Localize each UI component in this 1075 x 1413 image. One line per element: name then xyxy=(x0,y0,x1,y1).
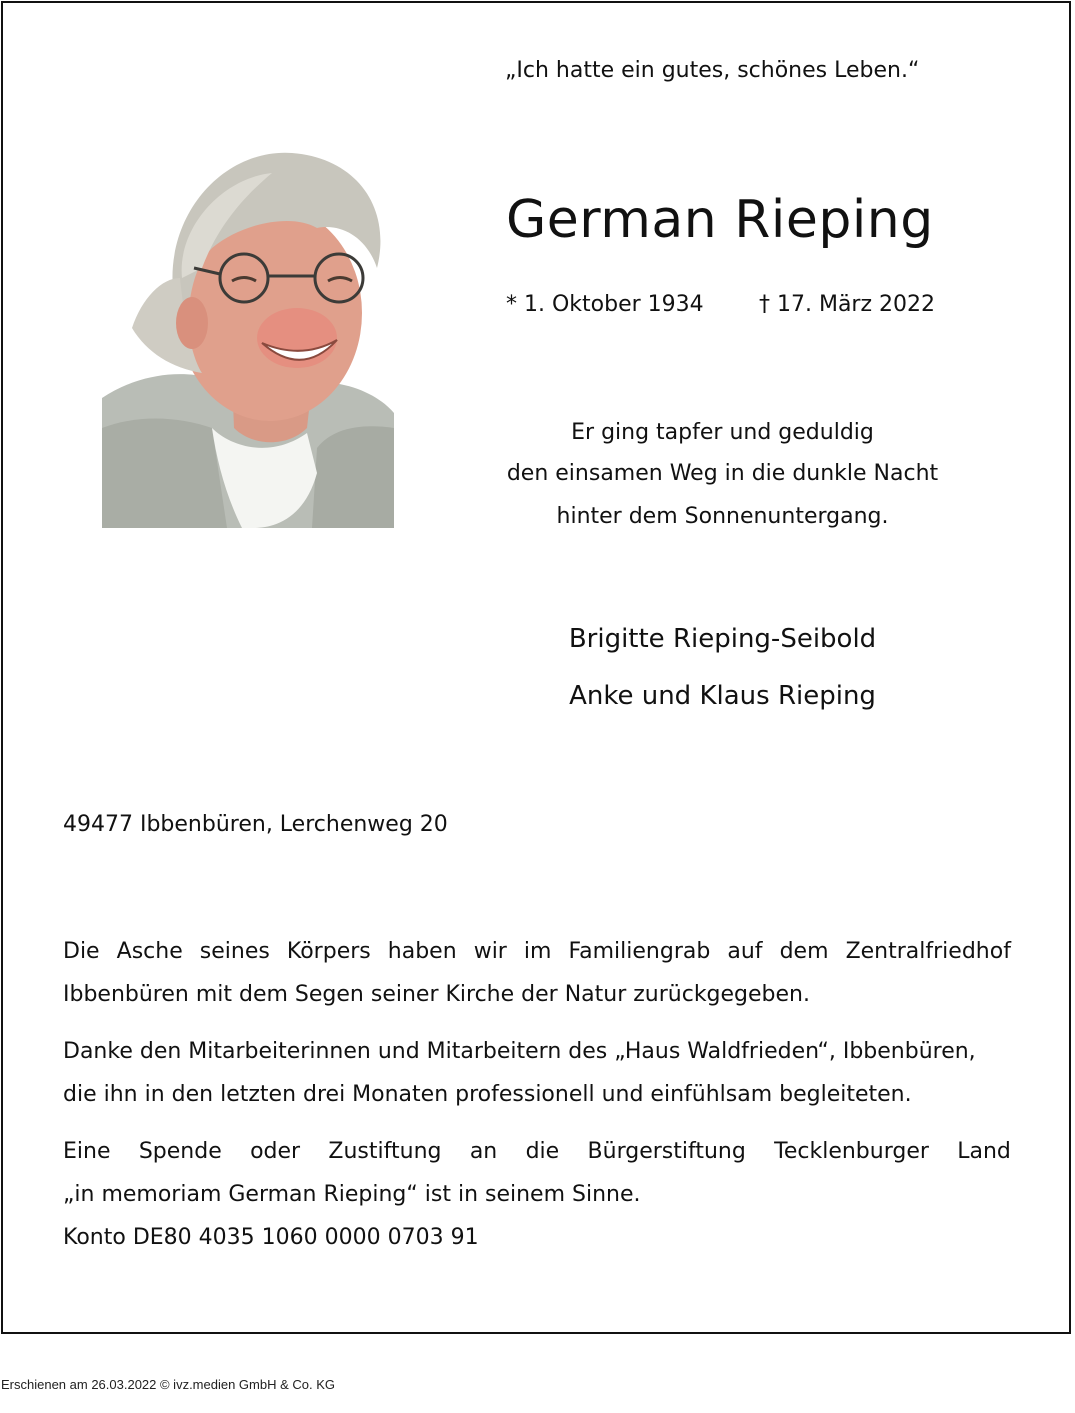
justified-line xyxy=(63,930,1011,973)
donation-paragraph xyxy=(63,1130,1011,1259)
word: Familiengrab xyxy=(568,939,711,964)
bank-account: Konto DE80 4035 1060 0000 0703 91 xyxy=(63,1225,479,1250)
motto-quote: „Ich hatte ein gutes, schönes Leben.“ xyxy=(505,58,920,83)
word: die xyxy=(525,1139,560,1164)
deceased-name: German Rieping xyxy=(506,190,934,250)
word: seines xyxy=(199,939,270,964)
poem-line: hinter dem Sonnenuntergang. xyxy=(556,504,889,529)
word: Tecklenburger xyxy=(774,1139,929,1164)
word: wir xyxy=(473,939,507,964)
word: Zentralfriedhof xyxy=(845,939,1011,964)
burial-paragraph xyxy=(63,930,1011,1016)
word: Bürgerstiftung xyxy=(587,1139,746,1164)
word: an xyxy=(469,1139,498,1164)
word: im xyxy=(523,939,552,964)
mourner-name: Brigitte Rieping-Seibold xyxy=(568,624,877,654)
paragraph-line: Ibbenbüren mit dem Segen seiner Kirche der Natur zurückgegeben. xyxy=(63,982,810,1007)
word: dem xyxy=(779,939,829,964)
word: Asche xyxy=(116,939,183,964)
word: Land xyxy=(957,1139,1011,1164)
word: Zustiftung xyxy=(328,1139,442,1164)
portrait-photo xyxy=(102,128,394,528)
word: Körpers xyxy=(286,939,371,964)
word: oder xyxy=(250,1139,301,1164)
poem-line: Er ging tapfer und geduldig xyxy=(571,420,874,445)
paragraph-line: Danke den Mitarbeiterinnen und Mitarbeitern des „Haus Waldfrieden“, Ibbenbüren, xyxy=(63,1039,976,1064)
poem-line: den einsamen Weg in die dunkle Nacht xyxy=(506,461,939,486)
birth-date: * 1. Oktober 1934 xyxy=(506,292,704,317)
word: Spende xyxy=(138,1139,222,1164)
thanks-paragraph xyxy=(63,1030,1011,1116)
word: Eine xyxy=(63,1139,111,1164)
publication-footer: Erschienen am 26.03.2022 © ivz.medien GmbH & Co. KG xyxy=(1,1377,336,1392)
word: haben xyxy=(387,939,457,964)
word: Die xyxy=(63,939,100,964)
paragraph-line: „in memoriam German Rieping“ ist in seinem Sinne. xyxy=(63,1182,641,1207)
death-date: † 17. März 2022 xyxy=(759,292,936,317)
word: auf xyxy=(727,939,763,964)
paragraph-line: die ihn in den letzten drei Monaten professionell und einfühlsam begleiteten. xyxy=(63,1082,912,1107)
justified-line xyxy=(63,1130,1011,1173)
family-address: 49477 Ibbenbüren, Lerchenweg 20 xyxy=(63,812,448,837)
mourner-name: Anke und Klaus Rieping xyxy=(569,681,876,711)
